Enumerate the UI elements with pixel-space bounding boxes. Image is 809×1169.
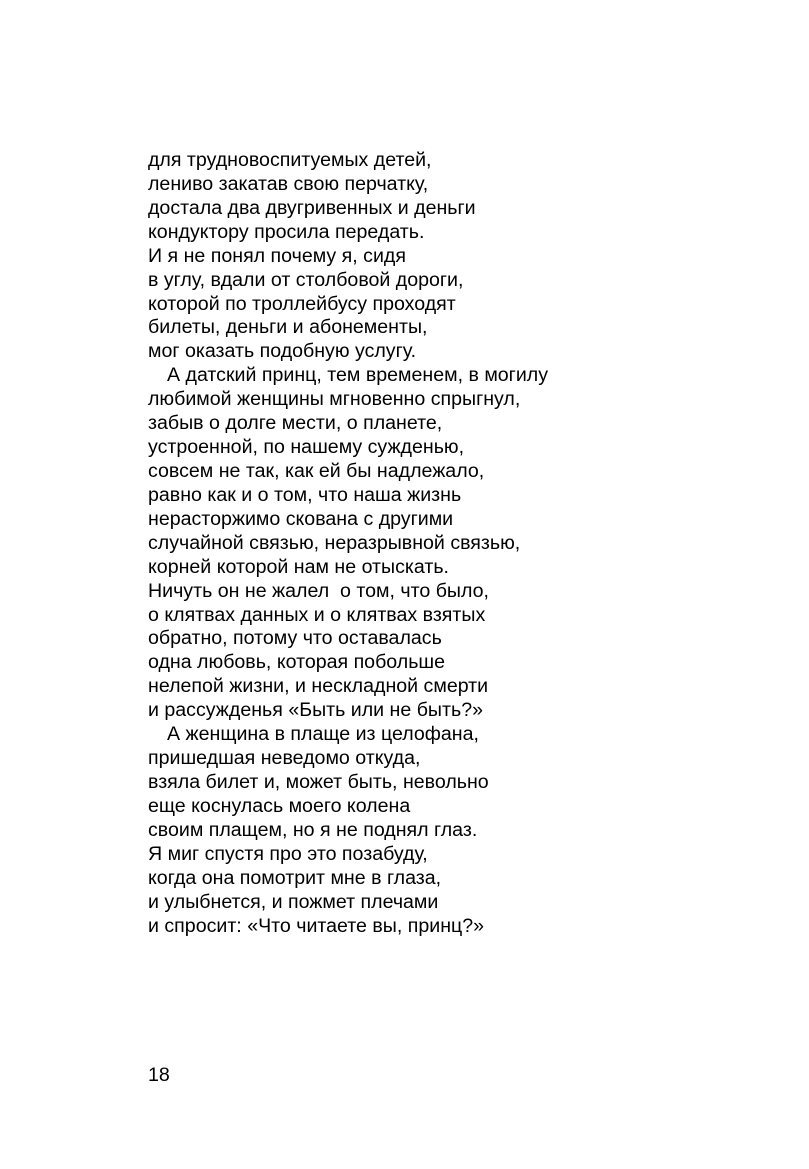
poem-line: кондуктору просила передать.	[148, 220, 425, 243]
poem-line: случайной связью, неразрывной связью,	[148, 531, 521, 554]
poem-line: пришедшая неведомо откуда,	[148, 747, 421, 770]
poem-line: достала два двугривенных и деньги	[148, 196, 476, 219]
poem-line: взяла билет и, может быть, невольно	[148, 770, 489, 793]
poem-line: лениво закатав свою перчатку,	[148, 172, 429, 195]
poem-line: еще коснулась моего колена	[148, 794, 411, 817]
poem-line: И я не понял почему я, сидя	[148, 244, 406, 267]
poem-line: Ничуть он не жалел о том, что было,	[148, 579, 490, 602]
poem-line: нелепой жизни, и нескладной смерти	[148, 675, 489, 698]
poem-line: А датский принц, тем временем, в могилу	[167, 364, 549, 387]
poem-line: любимой женщины мгновенно спрыгнул,	[148, 388, 521, 411]
poem-line: устроенной, по нашему сужденью,	[148, 436, 465, 459]
poem-line: обратно, потому что оставалась	[148, 627, 442, 650]
poem-line: одна любовь, которая побольше	[148, 651, 446, 674]
poem-line: в углу, вдали от столбовой дороги,	[148, 268, 464, 291]
poem-line: нерасторжимо скована с другими	[148, 507, 454, 530]
poem-line: о клятвах данных и о клятвах взятых	[148, 603, 486, 626]
page-number: 18	[148, 1064, 170, 1086]
poem-line: и улыбнется, и пожмет плечами	[148, 890, 439, 913]
poem-line: для трудновоспитуемых детей,	[148, 149, 432, 171]
poem-line: равно как и о том, что наша жизнь	[148, 483, 462, 506]
poem-text	[148, 149, 788, 938]
poem-line: забыв о долге мести, о планете,	[148, 412, 443, 435]
poem-line: А женщина в плаще из целофана,	[167, 723, 479, 746]
poem-line: и рассужденья «Быть или не быть?»	[148, 699, 483, 722]
poem-line: своим плащем, но я не поднял глаз.	[148, 818, 478, 841]
poem-line: когда она помотрит мне в глаза,	[148, 866, 442, 889]
poem-line: Я миг спустя про это позабуду,	[148, 842, 428, 865]
poem-line: билеты, деньги и абонементы,	[148, 316, 428, 339]
poem-line: которой по троллейбусу проходят	[148, 292, 456, 315]
poem-line: мог оказать подобную услугу.	[148, 340, 417, 363]
poem-line: и спросит: «Что читаете вы, принц?»	[148, 914, 485, 937]
poem-line: совсем не так, как ей бы надлежало,	[148, 459, 485, 482]
poem-line: корней которой нам не отыскать.	[148, 555, 449, 578]
